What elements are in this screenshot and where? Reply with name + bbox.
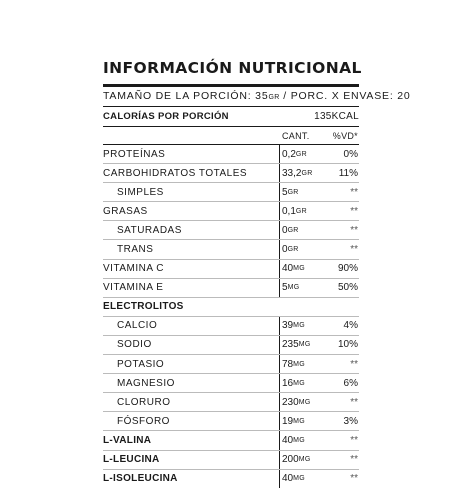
table-row [103, 240, 359, 258]
calories-label: CALORÍAS POR PORCIÓN [103, 111, 229, 122]
nutrient-daily-value: ** [350, 358, 358, 370]
amount-value: 5 [282, 186, 288, 198]
page-title: INFORMACIÓN NUTRICIONAL [103, 59, 362, 77]
table-row [103, 393, 359, 411]
nutrient-amount [279, 221, 328, 239]
amount-unit: GR [287, 246, 299, 254]
nutrient-daily-value: 11% [338, 167, 358, 179]
nutrient-amount [279, 279, 328, 297]
nutrient-amount [279, 317, 328, 335]
amount-unit: GR [295, 150, 308, 158]
calories-value: 135KCAL [314, 111, 359, 122]
table-row [103, 336, 359, 354]
nutrient-name: CALCIO [117, 320, 158, 332]
amount-unit: MG [298, 341, 311, 349]
nutrient-name: SODIO [117, 339, 152, 351]
nutrient-name: MAGNESIO [117, 377, 175, 389]
nutrient-amount [279, 164, 328, 182]
nutrient-daily-value: 3% [343, 415, 358, 427]
table-row [103, 374, 359, 392]
table-row [103, 298, 359, 316]
amount-unit: MG [293, 436, 306, 444]
table-row [103, 183, 359, 201]
amount-value: 0 [282, 224, 288, 236]
table-row [103, 260, 359, 278]
nutrient-name: FÓSFORO [117, 415, 170, 427]
amount-unit: GR [287, 226, 299, 234]
nutrient-amount [279, 431, 328, 449]
amount-unit: MG [298, 456, 311, 464]
table-row [103, 355, 359, 373]
nutrient-daily-value: 4% [343, 320, 358, 332]
nutrient-daily-value: ** [350, 473, 358, 485]
nutrient-name: POTASIO [117, 358, 165, 370]
nutrient-amount [279, 202, 328, 220]
table-row [103, 202, 359, 220]
nutrient-amount [279, 336, 328, 354]
table-row [103, 221, 359, 239]
nutrient-name: CLORURO [117, 396, 171, 408]
nutrient-amount [279, 240, 328, 258]
nutrient-daily-value: 6% [343, 377, 358, 389]
amount-value: 78 [282, 358, 294, 370]
amount-value: 0 [282, 244, 288, 256]
amount-unit: MG [293, 417, 306, 425]
amount-unit: MG [293, 322, 306, 330]
table-row [103, 412, 359, 430]
table-row [103, 317, 359, 335]
nutrient-daily-value: ** [350, 454, 358, 466]
column-header-amount: CANT. [282, 130, 310, 141]
amount-unit: MG [293, 360, 306, 368]
nutrient-daily-value: ** [350, 396, 358, 408]
amount-value: 40 [282, 434, 294, 446]
nutrient-amount [280, 298, 328, 316]
amount-value: 16 [282, 377, 294, 389]
nutrient-amount [279, 183, 328, 201]
nutrient-name: PROTEÍNAS [103, 148, 166, 160]
nutrient-name: CARBOHIDRATOS TOTALES [103, 167, 248, 179]
nutrient-daily-value: 90% [337, 263, 358, 275]
amount-unit: MG [287, 284, 300, 292]
amount-value: 0,1 [282, 205, 296, 217]
nutrient-name: VITAMINA E [103, 282, 164, 294]
calories-row [103, 107, 359, 126]
nutrient-amount [279, 374, 328, 392]
amount-value: 33,2 [282, 167, 302, 179]
table-row [103, 470, 359, 488]
amount-value: 200 [282, 454, 299, 466]
serving-suffix: / PORC. X ENVASE: 20 [279, 90, 411, 102]
nutrient-name: L-LEUCINA [103, 454, 160, 466]
table-row [103, 431, 359, 449]
amount-unit: GR [301, 169, 313, 177]
amount-value: 40 [282, 473, 294, 485]
amount-value: 235 [282, 339, 299, 351]
nutrient-amount [279, 393, 328, 411]
amount-unit: MG [293, 379, 306, 387]
amount-value: 5 [282, 282, 288, 294]
nutrient-daily-value: ** [350, 434, 358, 446]
amount-unit: MG [293, 475, 306, 483]
nutrient-amount [279, 412, 328, 430]
column-header-row [103, 127, 359, 144]
nutrition-facts-panel [103, 56, 411, 488]
nutrient-amount [279, 355, 328, 373]
amount-value: 39 [282, 320, 294, 332]
amount-unit: MG [298, 398, 311, 406]
amount-unit: GR [287, 188, 299, 196]
nutrient-name: SIMPLES [117, 186, 164, 198]
nutrient-daily-value: 10% [337, 339, 358, 351]
table-row [103, 145, 359, 163]
nutrient-table [103, 145, 359, 488]
table-row [103, 164, 359, 182]
amount-unit: MG [293, 265, 306, 273]
nutrient-amount [279, 260, 328, 278]
nutrient-daily-value: ** [350, 224, 358, 236]
nutrient-name: VITAMINA C [103, 263, 164, 275]
amount-value: 0,2 [282, 148, 296, 160]
serving-prefix: TAMAÑO DE LA PORCIÓN: 35 [103, 90, 269, 102]
nutrient-name: ELECTROLITOS [103, 301, 184, 313]
amount-value: 40 [282, 263, 294, 275]
amount-unit: GR [295, 207, 308, 215]
nutrient-daily-value: ** [350, 186, 358, 198]
nutrient-daily-value: 0% [343, 148, 358, 160]
serving-unit: GR [268, 94, 280, 101]
column-header-dv: %VD* [332, 130, 358, 141]
nutrient-name: L-VALINA [103, 434, 152, 446]
nutrient-name: SATURADAS [117, 224, 182, 236]
nutrient-amount [279, 470, 328, 488]
serving-size-line [103, 87, 411, 106]
nutrient-daily-value: ** [350, 205, 358, 217]
table-row [103, 279, 359, 297]
nutrient-name: GRASAS [103, 205, 148, 217]
nutrient-amount [279, 145, 328, 163]
nutrient-daily-value: 50% [337, 282, 358, 294]
nutrient-name: L-ISOLEUCINA [103, 473, 178, 485]
amount-value: 19 [282, 415, 294, 427]
amount-value: 230 [282, 396, 299, 408]
nutrient-daily-value: ** [350, 244, 358, 256]
nutrient-name: TRANS [117, 244, 154, 256]
